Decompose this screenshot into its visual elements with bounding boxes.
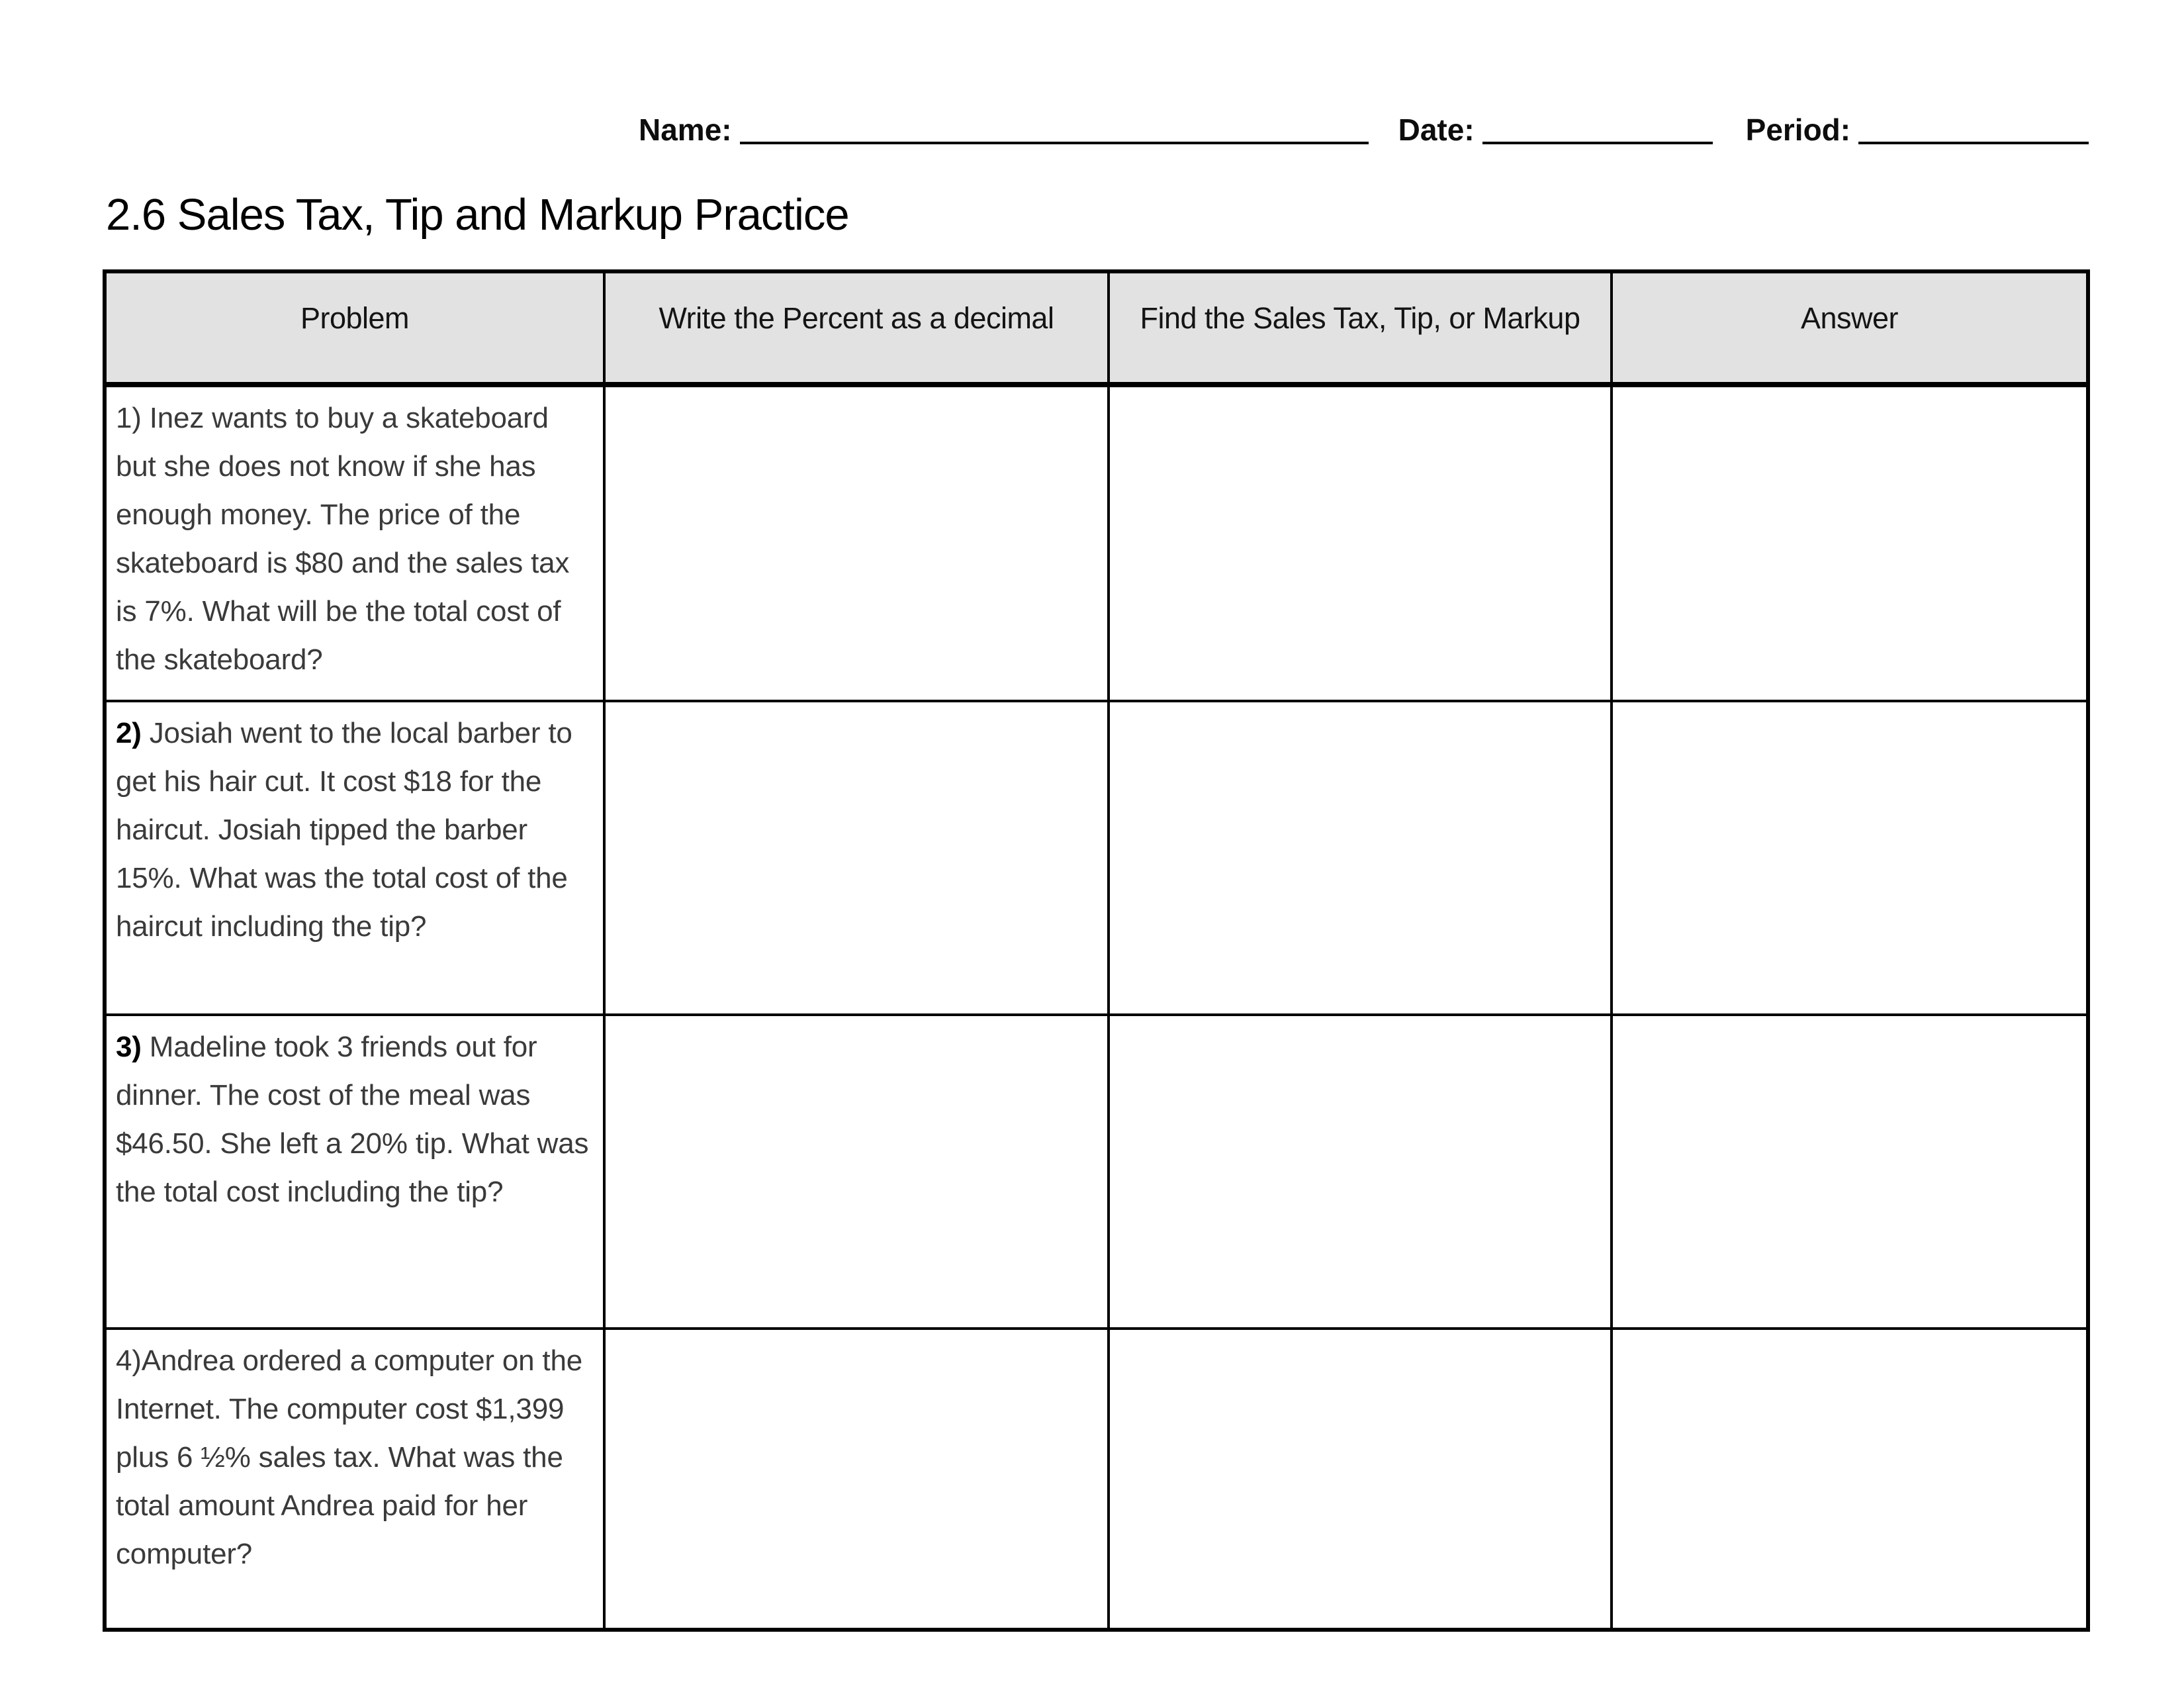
answer-cell bbox=[1612, 1329, 2088, 1630]
table-header-row bbox=[105, 271, 2088, 385]
problem-number: 1) bbox=[116, 402, 142, 434]
percent-decimal-cell bbox=[604, 1329, 1109, 1630]
period-label: Period: bbox=[1745, 113, 1851, 147]
percent-decimal-cell bbox=[604, 385, 1109, 701]
header-cell-problem: Problem bbox=[105, 271, 604, 385]
percent-decimal-cell bbox=[604, 701, 1109, 1015]
header-cell-find-tax-tip-markup: Find the Sales Tax, Tip, or Markup bbox=[1109, 271, 1612, 385]
header-cell-percent-decimal: Write the Percent as a decimal bbox=[604, 271, 1109, 385]
problem-cell bbox=[105, 385, 604, 701]
problem-cell bbox=[105, 1329, 604, 1630]
date-blank-line bbox=[1482, 140, 1713, 144]
table-row bbox=[105, 1329, 2088, 1630]
date-label: Date: bbox=[1398, 113, 1475, 147]
table-row bbox=[105, 701, 2088, 1015]
header-fields bbox=[639, 110, 2089, 150]
percent-decimal-cell bbox=[604, 1015, 1109, 1329]
problem-text: Inez wants to buy a skateboard but she does not know if she has enough money. The price of the skateboard is $80 and the sales tax is 7%. What will be the total cost of the skateboard? bbox=[116, 402, 570, 676]
problem-text: Andrea ordered a computer on the Internet. The computer cost $1,399 plus 6 ½% sales tax. What was the total amount Andrea paid for her computer? bbox=[116, 1344, 582, 1570]
header-cell-answer: Answer bbox=[1612, 271, 2088, 385]
name-label: Name: bbox=[639, 113, 732, 147]
work-cell bbox=[1109, 1329, 1612, 1630]
worksheet-table bbox=[103, 269, 2090, 1632]
name-blank-line bbox=[740, 140, 1369, 144]
answer-cell bbox=[1612, 1015, 2088, 1329]
work-cell bbox=[1109, 385, 1612, 701]
answer-cell bbox=[1612, 701, 2088, 1015]
problem-text: Josiah went to the local barber to get his hair cut. It cost $18 for the haircut. Josiah tipped the barber 15%. What was the total cost of the haircut including the tip? bbox=[116, 717, 572, 943]
period-blank-line bbox=[1858, 140, 2089, 144]
problem-text: Madeline took 3 friends out for dinner. The cost of the meal was $46.50. She left a 20% tip. What was the total cost including the tip? bbox=[116, 1031, 589, 1208]
table-row bbox=[105, 1015, 2088, 1329]
problem-cell bbox=[105, 701, 604, 1015]
work-cell bbox=[1109, 701, 1612, 1015]
problem-number: 4) bbox=[116, 1344, 142, 1377]
work-cell bbox=[1109, 1015, 1612, 1329]
table-row bbox=[105, 385, 2088, 701]
problem-number: 2) bbox=[116, 717, 142, 749]
problem-number: 3) bbox=[116, 1031, 142, 1063]
page-title: 2.6 Sales Tax, Tip and Markup Practice bbox=[106, 190, 849, 240]
problem-cell bbox=[105, 1015, 604, 1329]
answer-cell bbox=[1612, 385, 2088, 701]
